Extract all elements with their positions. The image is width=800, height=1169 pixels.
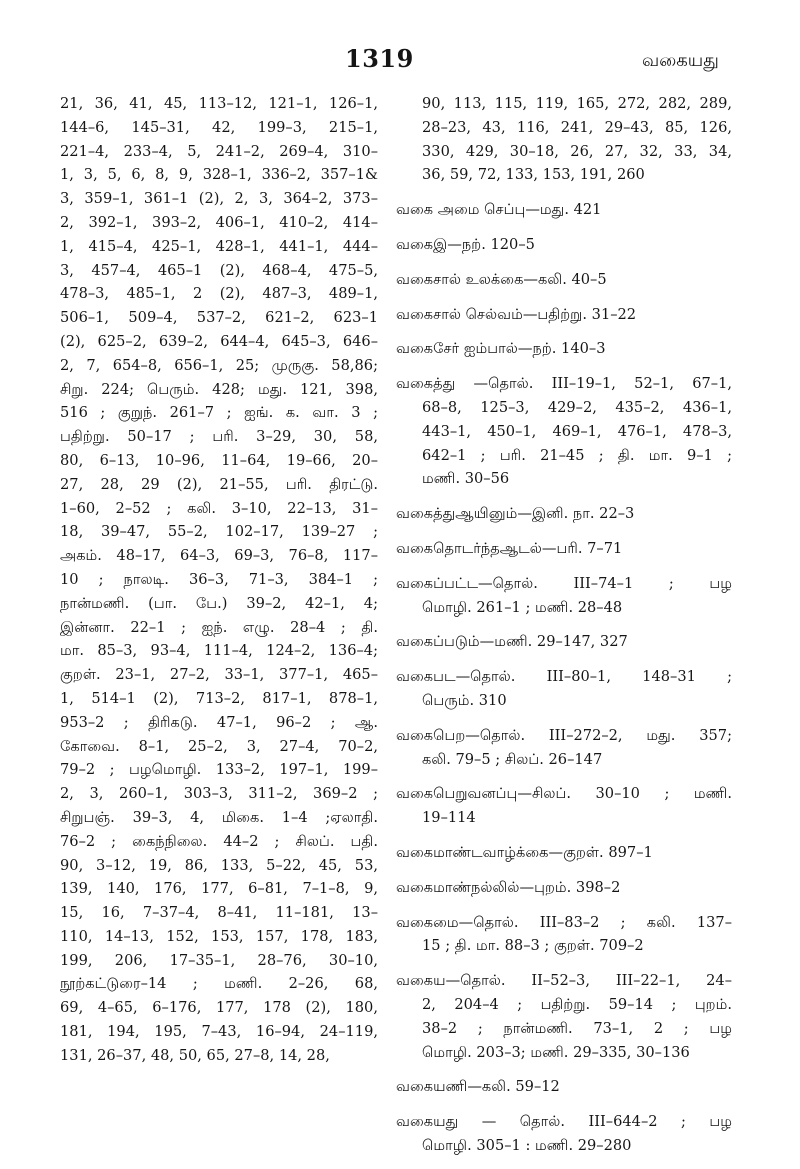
continuation-block [396, 92, 732, 187]
page-number: 1319 [345, 44, 414, 73]
entry-continuation-line: 38–2 ; நான்மணி. 73–1, 2 ; பழ [422, 1019, 732, 1037]
entry-continuation-line: பெரும். 310 [422, 691, 507, 709]
right-column [396, 92, 732, 1169]
text-line: 10 ; நாலடி. 36–3, 71–3, 384–1 ; [60, 570, 378, 588]
text-line: 110, 14–13, 152, 153, 157, 178, 183, [60, 927, 378, 945]
index-entry [396, 337, 732, 361]
index-entry [396, 782, 732, 830]
text-line: (2), 625–2, 639–2, 644–4, 645–3, 646– [60, 332, 378, 350]
index-entry [396, 372, 732, 491]
entry-headword-line: வகைத்துஆயினும்—இனி. நா. 22–3 [396, 505, 635, 523]
text-line: 144–6, 145–31, 42, 199–3, 215–1, [60, 118, 378, 136]
entry-continuation-line: 443–1, 450–1, 469–1, 476–1, 478–3, [422, 422, 732, 440]
page-header [0, 44, 800, 76]
text-line: 199, 206, 17–35–1, 28–76, 30–10, [60, 951, 378, 969]
index-entry [396, 502, 732, 526]
entry-headword-line: வகையணி—கலி. 59–12 [396, 1078, 560, 1096]
text-line: 1, 514–1 (2), 713–2, 817–1, 878–1, [60, 689, 378, 707]
text-line: 953–2 ; திரிகடு. 47–1, 96–2 ; ஆ. [60, 713, 378, 731]
text-line: குறள். 23–1, 27–2, 33–1, 377–1, 465– [60, 666, 378, 684]
index-entry [396, 724, 732, 772]
text-line: 2, 7, 654–8, 656–1, 25; முருகு. 58,86; [60, 356, 378, 374]
entry-continuation-line: 15 ; தி. மா. 88–3 ; குறள். 709–2 [422, 937, 644, 955]
text-line: இன்னா. 22–1 ; ஐந். எழு. 28–4 ; தி. [60, 618, 378, 636]
text-line: அகம். 48–17, 64–3, 69–3, 76–8, 117– [60, 547, 378, 565]
entry-headword-line: வகைதொடர்ந்தஆடல்—பரி. 7–71 [396, 539, 623, 557]
text-line: பதிற்று. 50–17 ; பரி. 3–29, 30, 58, [60, 428, 378, 446]
text-line: 90, 113, 115, 119, 165, 272, 282, 289, [422, 95, 732, 112]
index-entries [396, 198, 732, 1158]
text-line: மா. 85–3, 93–4, 111–4, 124–2, 136–4; [60, 642, 378, 660]
entry-continuation-line: 68–8, 125–3, 429–2, 435–2, 436–1, [422, 398, 732, 416]
index-entry [396, 233, 732, 257]
index-entry [396, 665, 732, 713]
index-entry [396, 537, 732, 561]
text-line: 79–2 ; பழமொழி. 133–2, 197–1, 199– [60, 761, 378, 779]
text-line: கோவை. 8–1, 25–2, 3, 27–4, 70–2, [60, 737, 378, 755]
entry-headword-line: வகைமாண்நல்லில்—புறம். 398–2 [396, 878, 621, 896]
text-line: 27, 28, 29 (2), 21–55, பரி. திரட்டு. [60, 475, 378, 493]
text-line: 21, 36, 41, 45, 113–12, 121–1, 126–1, [60, 95, 378, 112]
text-line: 90, 3–12, 19, 86, 133, 5–22, 45, 53, [60, 856, 378, 874]
text-line: 76–2 ; கைந்நிலை. 44–2 ; சிலப். பதி. [60, 832, 378, 850]
entry-continuation-line: கலி. 79–5 ; சிலப். 26–147 [422, 750, 603, 768]
entry-headword-line: வகைய—தொல். II–52–3, III–22–1, 24– [396, 972, 732, 990]
index-entry [396, 1075, 732, 1099]
text-line: 3, 457–4, 465–1 (2), 468–4, 475–5, [60, 261, 378, 279]
entry-headword-line: வகைபட—தொல். III–80–1, 148–31 ; [396, 668, 732, 686]
entry-continuation-line: மொழி. 261–1 ; மணி. 28–48 [422, 598, 623, 616]
entry-headword-line: வகைசால் உலக்கை—கலி. 40–5 [396, 270, 607, 288]
text-line: 1, 3, 5, 6, 8, 9, 328–1, 336–2, 357–1& [60, 166, 378, 184]
index-entry [396, 911, 732, 959]
text-line: 516 ; குறுந். 261–7 ; ஐங். க. வா. 3 ; [60, 404, 378, 422]
text-line: 330, 429, 30–18, 26, 27, 32, 33, 34, [422, 142, 732, 160]
entry-headword-line: வகைத்து —தொல். III–19–1, 52–1, 67–1, [396, 375, 732, 393]
text-line: 28–23, 43, 116, 241, 29–43, 85, 126, [422, 118, 732, 136]
entry-headword-line: வகைமாண்டவாழ்க்கை—குறள். 897–1 [396, 843, 653, 861]
text-line: நான்மணி. (பா. பே.) 39–2, 42–1, 4; [60, 594, 378, 612]
text-line: 506–1, 509–4, 537–2, 621–2, 623–1 [60, 309, 378, 327]
text-line: 1, 415–4, 425–1, 428–1, 441–1, 444– [60, 237, 378, 255]
text-line: 3, 359–1, 361–1 (2), 2, 3, 364–2, 373– [60, 190, 378, 208]
entry-headword-line: வகைசால் செல்வம்—பதிற்று. 31–22 [396, 305, 637, 323]
entry-headword-line: வகை அமை செப்பு—மது. 421 [396, 201, 602, 219]
text-line: 181, 194, 195, 7–43, 16–94, 24–119, [60, 1023, 378, 1041]
text-line: சிறுபஞ். 39–3, 4, மிகை. 1–4 ;ஏலாதி. [60, 808, 378, 826]
running-head: வகையது [642, 50, 719, 71]
entry-headword-line: வகைஇ—நற். 120–5 [396, 235, 535, 253]
text-line: 18, 39–47, 55–2, 102–17, 139–27 ; [60, 523, 378, 541]
text-line: 36, 59, 72, 133, 153, 191, 260 [422, 166, 645, 184]
index-entry [396, 630, 732, 654]
index-entry [396, 841, 732, 865]
index-entry [396, 198, 732, 222]
text-line: 80, 6–13, 10–96, 11–64, 19–66, 20– [60, 451, 378, 469]
text-line: சிறு. 224; பெரும். 428; மது. 121, 398, [60, 380, 378, 398]
text-line: 69, 4–65, 6–176, 177, 178 (2), 180, [60, 999, 378, 1017]
text-line: 221–4, 233–4, 5, 241–2, 269–4, 310– [60, 142, 378, 160]
left-column [60, 92, 378, 1068]
text-line: 1–60, 2–52 ; கலி. 3–10, 22–13, 31– [60, 499, 378, 517]
entry-continuation-line: 19–114 [422, 809, 476, 827]
text-line: 131, 26–37, 48, 50, 65, 27–8, 14, 28, [60, 1046, 330, 1064]
entry-continuation-line: 2, 204–4 ; பதிற்று. 59–14 ; புறம். [422, 995, 732, 1013]
entry-headword-line: வகைமை—தொல். III–83–2 ; கலி. 137– [396, 913, 732, 931]
index-entry [396, 876, 732, 900]
text-line: 478–3, 485–1, 2 (2), 487–3, 489–1, [60, 285, 378, 303]
text-line: நூற்கட்டுரை–14 ; மணி. 2–26, 68, [60, 975, 378, 993]
index-entry [396, 572, 732, 620]
entry-headword-line: வகைபெற—தொல். III–272–2, மது. 357; [396, 726, 732, 744]
index-entry [396, 303, 732, 327]
entry-continuation-line: மணி. 30–56 [422, 470, 510, 488]
entry-headword-line: வகைப்பட்ட—தொல். III–74–1 ; பழ [396, 574, 732, 592]
text-line: 2, 3, 260–1, 303–3, 311–2, 369–2 ; [60, 785, 378, 803]
entry-continuation-line: மொழி. 203–3; மணி. 29–335, 30–136 [422, 1043, 690, 1061]
entry-headword-line: வகைப்படும்—மணி. 29–147, 327 [396, 633, 628, 651]
index-entry [396, 969, 732, 1064]
entry-headword-line: வகைசேர் ஐம்பால்—நற். 140–3 [396, 340, 606, 358]
index-entry [396, 268, 732, 292]
text-line: 15, 16, 7–37–4, 8–41, 11–181, 13– [60, 904, 378, 922]
entry-headword-line: வகைபெறுவனப்பு—சிலப். 30–10 ; மணி. [396, 785, 732, 803]
index-entry [396, 1110, 732, 1158]
entry-headword-line: வகையது — தொல். III–644–2 ; பழ [396, 1113, 732, 1131]
text-line: 2, 392–1, 393–2, 406–1, 410–2, 414– [60, 213, 378, 231]
text-line: 139, 140, 176, 177, 6–81, 7–1–8, 9, [60, 880, 378, 898]
entry-continuation-line: 642–1 ; பரி. 21–45 ; தி. மா. 9–1 ; [422, 446, 732, 464]
entry-continuation-line: மொழி. 305–1 : மணி. 29–280 [422, 1136, 632, 1154]
